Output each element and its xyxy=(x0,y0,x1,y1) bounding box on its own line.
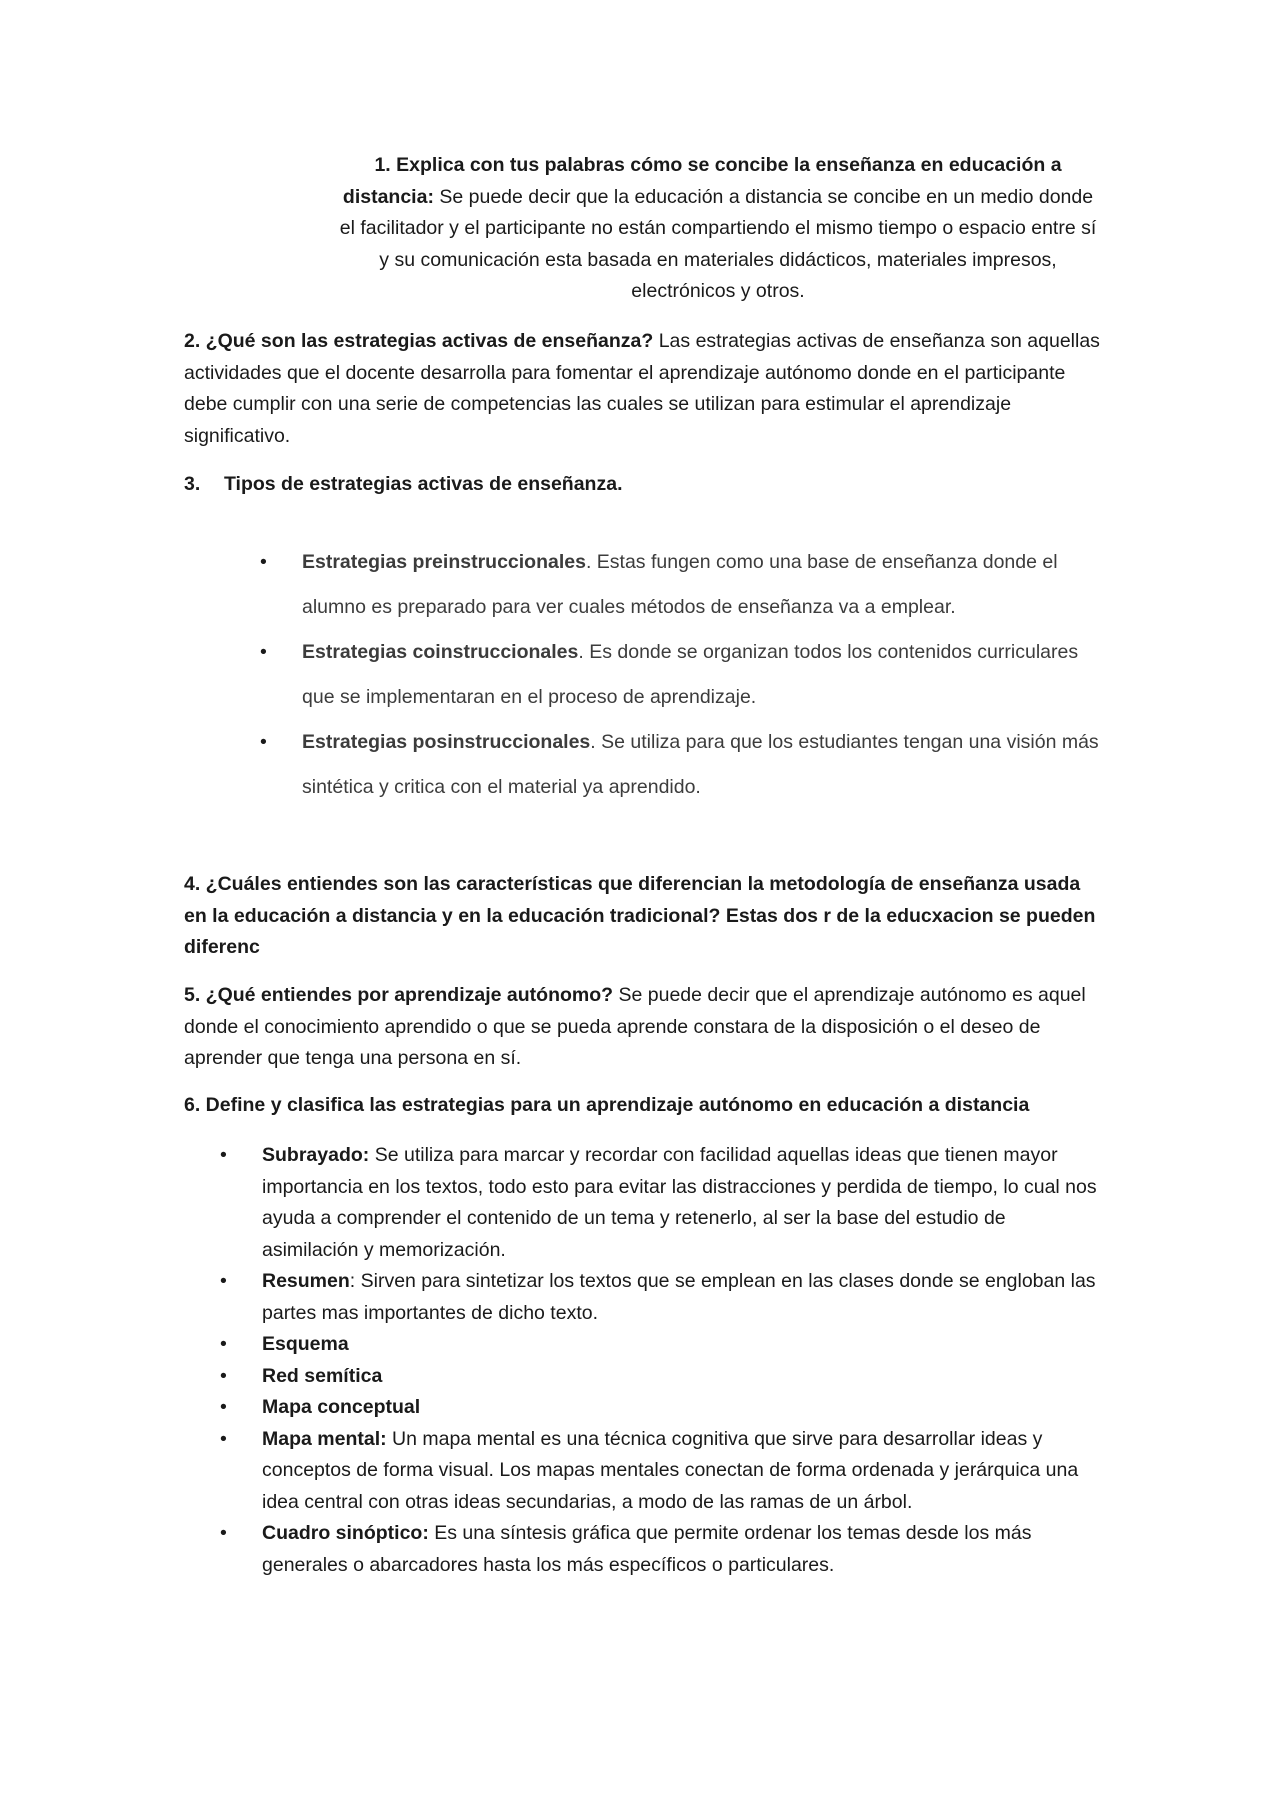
question-2 xyxy=(184,326,1104,452)
question-5-answer: Se puede decir que el aprendizaje autónomo es aquel donde el conocimiento aprendido o que se pueda aprende constara de la disposición o el deseo de aprender que tenga una persona en sí. xyxy=(184,984,1086,1069)
question-6: 6. Define y clasifica las estrategias para un aprendizaje autónomo en educación a distancia xyxy=(184,1094,1030,1116)
question-5 xyxy=(184,980,1104,1075)
item-text: . Estas fungen como una base de enseñanza donde el alumno es preparado para ver cuales métodos de enseñanza va a emplear. xyxy=(302,551,1058,618)
item-term: Mapa conceptual xyxy=(262,1396,421,1418)
item-term: Estrategias coinstruccionales xyxy=(302,641,579,663)
list-item xyxy=(216,1140,1106,1266)
question-3-number: 3. xyxy=(184,473,201,495)
bullet-icon: • xyxy=(220,1333,227,1355)
list-item xyxy=(254,720,1114,810)
bullet-icon: • xyxy=(260,551,267,573)
estrategias-list xyxy=(216,1140,1106,1581)
item-text: . Se utiliza para que los estudiantes tengan una visión más sintética y critica con el material ya aprendido. xyxy=(302,731,1099,798)
bullet-icon: • xyxy=(220,1522,227,1544)
item-text: Un mapa mental es una técnica cognitiva que sirve para desarrollar ideas y conceptos de forma visual. Los mapas mentales conectan de forma ordenada y jerárquica una idea central con otras ideas secundarias, a modo de las ramas de un árbol. xyxy=(262,1427,1079,1513)
bullet-icon: • xyxy=(220,1144,227,1166)
bullet-icon: • xyxy=(220,1396,227,1418)
question-2-title: 2. ¿Qué son las estrategias activas de enseñanza? xyxy=(184,330,654,352)
item-term: Estrategias posinstruccionales xyxy=(302,731,591,753)
bullet-icon: • xyxy=(260,641,267,663)
list-item xyxy=(254,630,1114,720)
question-3 xyxy=(184,469,1104,501)
list-item xyxy=(216,1518,1106,1581)
question-1-answer: Se puede decir que la educación a distancia se concibe en un medio donde el facilitador y el participante no están compartiendo el mismo tiempo o espacio entre sí y su comunicación esta basada en materiales didácticos, materiales impresos, electrónicos y otros. xyxy=(339,185,1097,302)
item-term: Cuadro sinóptico: xyxy=(262,1522,429,1544)
list-item xyxy=(216,1424,1106,1519)
item-text: Se utiliza para marcar y recordar con facilidad aquellas ideas que tienen mayor importancia en los textos, todo esto para evitar las distracciones y perdida de tiempo, lo cual nos ayuda a comprender el contenido de un tema y retenerlo, al ser la base del estudio de asimilación y memorización. xyxy=(262,1144,1097,1261)
question-1-title: 1. Explica con tus palabras cómo se concibe la enseñanza en educación a distancia: xyxy=(342,154,1062,208)
item-term: Subrayado: xyxy=(262,1144,370,1166)
list-item xyxy=(216,1329,1106,1361)
bullet-icon: • xyxy=(220,1270,227,1292)
list-item xyxy=(216,1266,1106,1329)
item-term: Estrategias preinstruccionales xyxy=(302,551,586,573)
question-1 xyxy=(338,150,1098,308)
bullet-icon: • xyxy=(220,1364,227,1387)
item-term: Mapa mental: xyxy=(262,1427,387,1450)
list-item xyxy=(254,540,1114,630)
question-2-answer: Las estrategias activas de enseñanza son aquellas actividades que el docente desarrolla para fomentar el aprendizaje autónomo donde en el participante debe cumplir con una serie de competencias las cuales se utilizan para estimular el aprendizaje significativo. xyxy=(184,330,1100,447)
bullet-icon: • xyxy=(260,731,267,753)
list-item xyxy=(216,1361,1106,1393)
question-3-title: Tipos de estrategias activas de enseñanza. xyxy=(224,473,623,495)
item-text: . Es donde se organizan todos los contenidos curriculares que se implementaran en el proceso de aprendizaje. xyxy=(302,641,1079,708)
list-item xyxy=(216,1392,1106,1424)
item-term: Resumen xyxy=(262,1270,350,1292)
question-5-title: 5. ¿Qué entiendes por aprendizaje autónomo? xyxy=(184,984,614,1006)
question-4: 4. ¿Cuáles entiendes son las características que diferencian la metodología de enseñanza usada en la educación a distancia y en la educación tradicional? Estas dos r de la educxacion se pueden diferenc xyxy=(184,873,1096,958)
item-text: Es una síntesis gráfica que permite ordenar los temas desde los más generales o abarcadores hasta los más específicos o particulares. xyxy=(262,1522,1032,1576)
tipos-list xyxy=(254,540,1114,810)
item-text: : Sirven para sintetizar los textos que se emplean en las clases donde se engloban las partes mas importantes de dicho texto. xyxy=(262,1270,1096,1324)
bullet-icon: • xyxy=(220,1427,227,1450)
item-term: Red semítica xyxy=(262,1364,383,1387)
item-term: Esquema xyxy=(262,1333,349,1355)
